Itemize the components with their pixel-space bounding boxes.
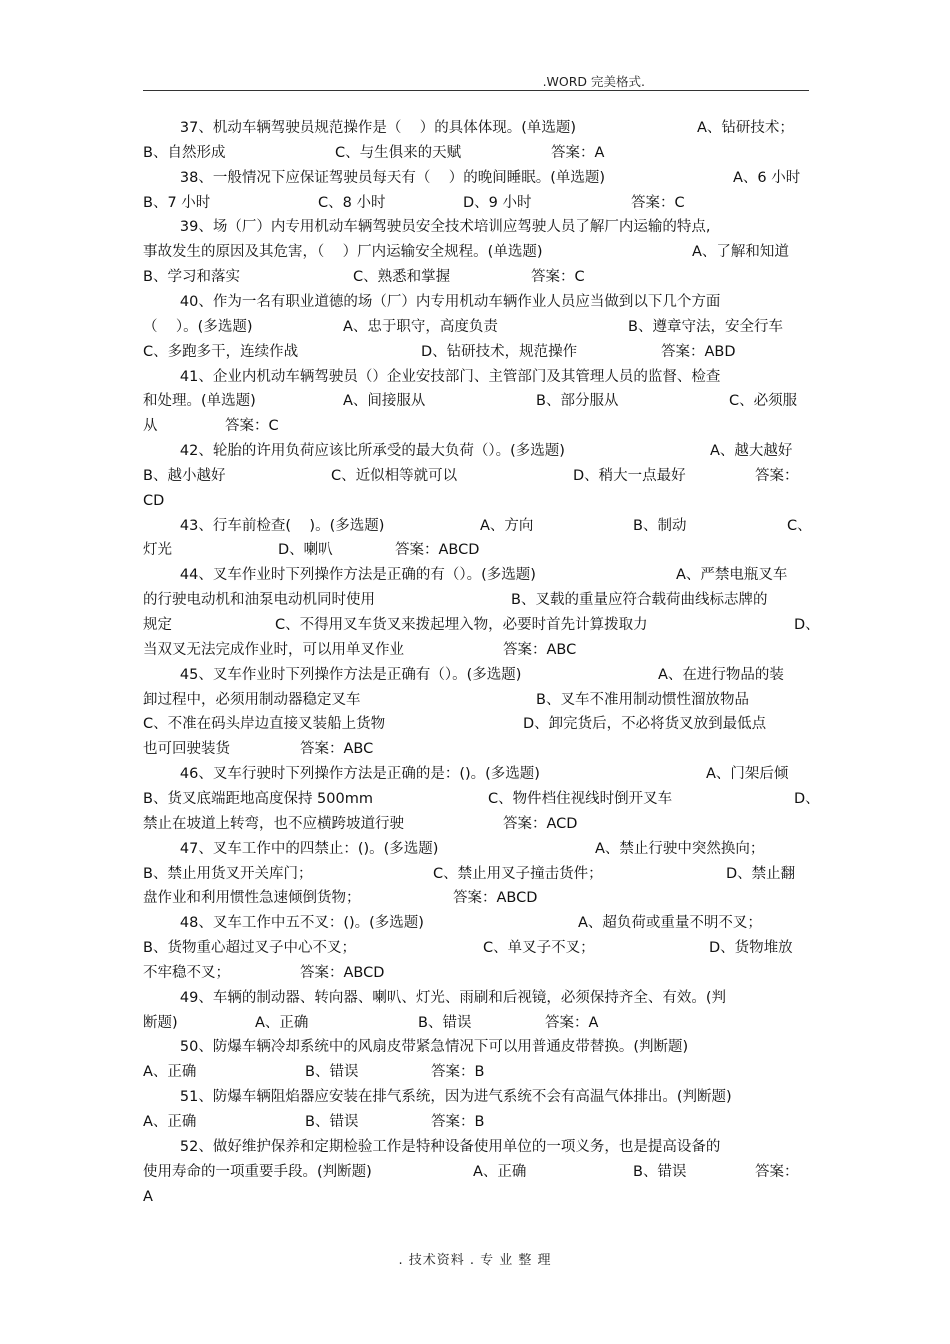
text-line: 答案：ABC bbox=[300, 741, 374, 758]
text-line: B、错误 bbox=[633, 1163, 687, 1180]
text-line: C、必须服 bbox=[729, 393, 798, 410]
text-line: A、正确 bbox=[143, 1064, 197, 1081]
text-line: B、禁止用货叉开关库门； bbox=[143, 865, 313, 882]
text-line: 47、叉车工作中的四禁止：()。(多选题) bbox=[143, 840, 439, 857]
text-line: C、近似相等就可以 bbox=[331, 467, 458, 484]
text-line: B、越小越好 bbox=[143, 467, 226, 484]
text-line: 答案：ABC bbox=[503, 641, 577, 658]
text-line: 事故发生的原因及其危害，（ ）厂内运输安全规程。(单选题) bbox=[143, 244, 543, 261]
text-line: A、门架后倾 bbox=[706, 766, 789, 783]
text-line: A、忠于职守，高度负责 bbox=[343, 318, 498, 335]
text-line: 40、作为一名有职业道德的场（厂）内专用机动车辆作业人员应当做到以下几个方面 bbox=[143, 293, 721, 310]
text-line: 答案：ACD bbox=[503, 815, 578, 832]
text-line: D、稍大一点最好 bbox=[573, 467, 686, 484]
text-line: 不牢稳不叉； bbox=[143, 964, 230, 981]
text-line: 答案：A bbox=[551, 144, 605, 161]
text-line: 45、叉车作业时下列操作方法是正确有（）。(多选题) bbox=[143, 666, 522, 683]
text-line: 49、车辆的制动器、转向器、喇叭、灯光、雨刷和后视镜，必须保持齐全、有效。(判 bbox=[143, 989, 726, 1006]
text-line: A、6 小时 bbox=[733, 169, 801, 186]
text-line: 答案： bbox=[755, 467, 799, 484]
text-line: 答案：C bbox=[631, 194, 685, 211]
text-line: 答案：C bbox=[531, 269, 585, 286]
text-line: A、间接服从 bbox=[343, 393, 426, 410]
text-line: C、8 小时 bbox=[318, 194, 386, 211]
text-line: 从 bbox=[143, 418, 158, 435]
text-line: 41、企业内机动车辆驾驶员（）企业安技部门、主管部门及其管理人员的监督、检查 bbox=[143, 368, 721, 385]
text-line: 答案：A bbox=[545, 1014, 599, 1031]
text-line: 39、场（厂）内专用机动车辆驾驶员安全技术培训应驾驶人员了解厂内运输的特点, bbox=[143, 219, 711, 236]
text-line: 断题) bbox=[143, 1014, 178, 1031]
text-line: D、钻研技术，规范操作 bbox=[421, 343, 578, 360]
text-line: 38、一般情况下应保证驾驶员每天有（ ）的晚间睡眠。(单选题) bbox=[143, 169, 606, 186]
text-line: A、正确 bbox=[255, 1014, 309, 1031]
text-line: D、喇叭 bbox=[278, 542, 333, 559]
text-line: D、货物堆放 bbox=[709, 940, 793, 957]
text-line: B、货物重心超过叉子中心不叉； bbox=[143, 940, 356, 957]
text-line: 答案：C bbox=[225, 418, 279, 435]
text-line: 44、叉车作业时下列操作方法是正确的有（）。(多选题) bbox=[143, 567, 536, 584]
text-line: 卸过程中，必须用制动器稳定叉车 bbox=[143, 691, 361, 708]
text-line: 46、叉车行驶时下列操作方法是正确的是：()。(多选题) bbox=[143, 766, 540, 783]
text-line: 的行驶电动机和油泵电动机同时使用 bbox=[143, 592, 375, 609]
text-line: A、禁止行驶中突然换向； bbox=[595, 840, 765, 857]
text-line: B、遵章守法，安全行车 bbox=[628, 318, 783, 335]
text-line: B、学习和落实 bbox=[143, 269, 240, 286]
text-line: B、错误 bbox=[305, 1064, 359, 1081]
text-line: 当双叉无法完成作业时，可以用单叉作业 bbox=[143, 641, 404, 658]
text-line: A、在进行物品的装 bbox=[658, 666, 784, 683]
text-line: A、超负荷或重量不明不叉； bbox=[578, 915, 762, 932]
header-rule bbox=[143, 90, 809, 91]
text-line: D、 bbox=[794, 790, 820, 807]
text-line: D、卸完货后，不必将货叉放到最低点 bbox=[523, 716, 767, 733]
text-line: B、错误 bbox=[418, 1014, 472, 1031]
text-line: 50、防爆车辆冷却系统中的风扇皮带紧急情况下可以用普通皮带替换。(判断题) bbox=[143, 1039, 689, 1056]
text-line: 51、防爆车辆阻焰器应安装在排气系统，因为进气系统不会有高温气体排出。(判断题) bbox=[143, 1089, 732, 1106]
text-line: C、 bbox=[787, 517, 812, 534]
text-line: 和处理。(单选题) bbox=[143, 393, 256, 410]
text-line: D、9 小时 bbox=[463, 194, 532, 211]
text-line: B、制动 bbox=[633, 517, 687, 534]
page-footer: . 技术资料 . 专 业 整 理 bbox=[398, 1253, 552, 1268]
text-line: B、部分服从 bbox=[536, 393, 619, 410]
text-line: 答案：B bbox=[431, 1114, 485, 1130]
text-line: C、不准在码头岸边直接叉装船上货物 bbox=[143, 716, 386, 733]
text-line: 52、做好维护保养和定期检验工作是特种设备使用单位的一项义务，也是提高设备的 bbox=[143, 1138, 721, 1155]
text-line: C、与生俱来的天赋 bbox=[335, 144, 462, 161]
text-line: 盘作业和利用惯性急速倾倒货物； bbox=[143, 890, 361, 907]
text-line: A、钻研技术； bbox=[697, 120, 794, 136]
text-line: 也可回驶装货 bbox=[143, 741, 230, 758]
text-line: A、越大越好 bbox=[710, 443, 793, 460]
text-line: B、自然形成 bbox=[143, 144, 226, 161]
text-line: C、单叉子不叉； bbox=[483, 940, 595, 957]
text-line: 答案：ABCD bbox=[453, 890, 538, 907]
text-line: 答案：ABCD bbox=[300, 964, 385, 981]
text-line: B、叉车不准用制动惯性溜放物品 bbox=[536, 691, 749, 708]
text-line: C、禁止用叉子撞击货件； bbox=[433, 865, 603, 882]
text-line: 48、叉车工作中五不叉：()。(多选题) bbox=[143, 915, 424, 932]
text-line: 43、行车前检查( )。(多选题) bbox=[143, 517, 385, 534]
text-line: B、叉载的重量应符合载荷曲线标志牌的 bbox=[511, 592, 768, 609]
text-line: 使用寿命的一项重要手段。(判断题) bbox=[143, 1163, 372, 1180]
text-line: A bbox=[143, 1188, 153, 1205]
text-line: 答案： bbox=[755, 1163, 799, 1180]
text-line: 答案：ABD bbox=[661, 343, 736, 360]
text-line: 灯光 bbox=[143, 542, 172, 559]
text-line: A、了解和知道 bbox=[692, 244, 789, 261]
text-line: 规定 bbox=[143, 617, 172, 633]
text-line: C、熟悉和掌握 bbox=[353, 269, 451, 286]
text-line: B、货叉底端距地高度保持 500mm bbox=[143, 790, 373, 807]
page-header: .WORD 完美格式. bbox=[542, 74, 645, 89]
text-line: 37、机动车辆驾驶员规范操作是（ ）的具体体现。(单选题) bbox=[143, 120, 577, 136]
text-line: A、严禁电瓶叉车 bbox=[676, 567, 788, 584]
text-line: C、物件档住视线时倒开叉车 bbox=[488, 790, 673, 807]
text-line: （ ）。(多选题) bbox=[143, 318, 253, 335]
text-line: 答案：B bbox=[431, 1064, 485, 1081]
text-line: 答案：ABCD bbox=[395, 542, 480, 559]
text-line: D、 bbox=[794, 617, 820, 633]
text-line: B、错误 bbox=[305, 1114, 359, 1130]
text-line: 禁止在坡道上转弯，也不应横跨坡道行驶 bbox=[143, 815, 404, 832]
text-line: 42、轮胎的许用负荷应该比所承受的最大负荷（）。(多选题) bbox=[143, 443, 565, 460]
text-line: CD bbox=[143, 492, 165, 509]
text-line: C、不得用叉车货叉来拨起埋入物，必要时首先计算拨取力 bbox=[275, 617, 648, 633]
text-line: A、方向 bbox=[480, 517, 534, 534]
text-line: C、多跑多干，连续作战 bbox=[143, 343, 299, 360]
text-line: A、正确 bbox=[143, 1114, 197, 1130]
text-line: A、正确 bbox=[473, 1163, 527, 1180]
text-line: D、禁止翻 bbox=[726, 865, 796, 882]
text-line: B、7 小时 bbox=[143, 194, 211, 211]
